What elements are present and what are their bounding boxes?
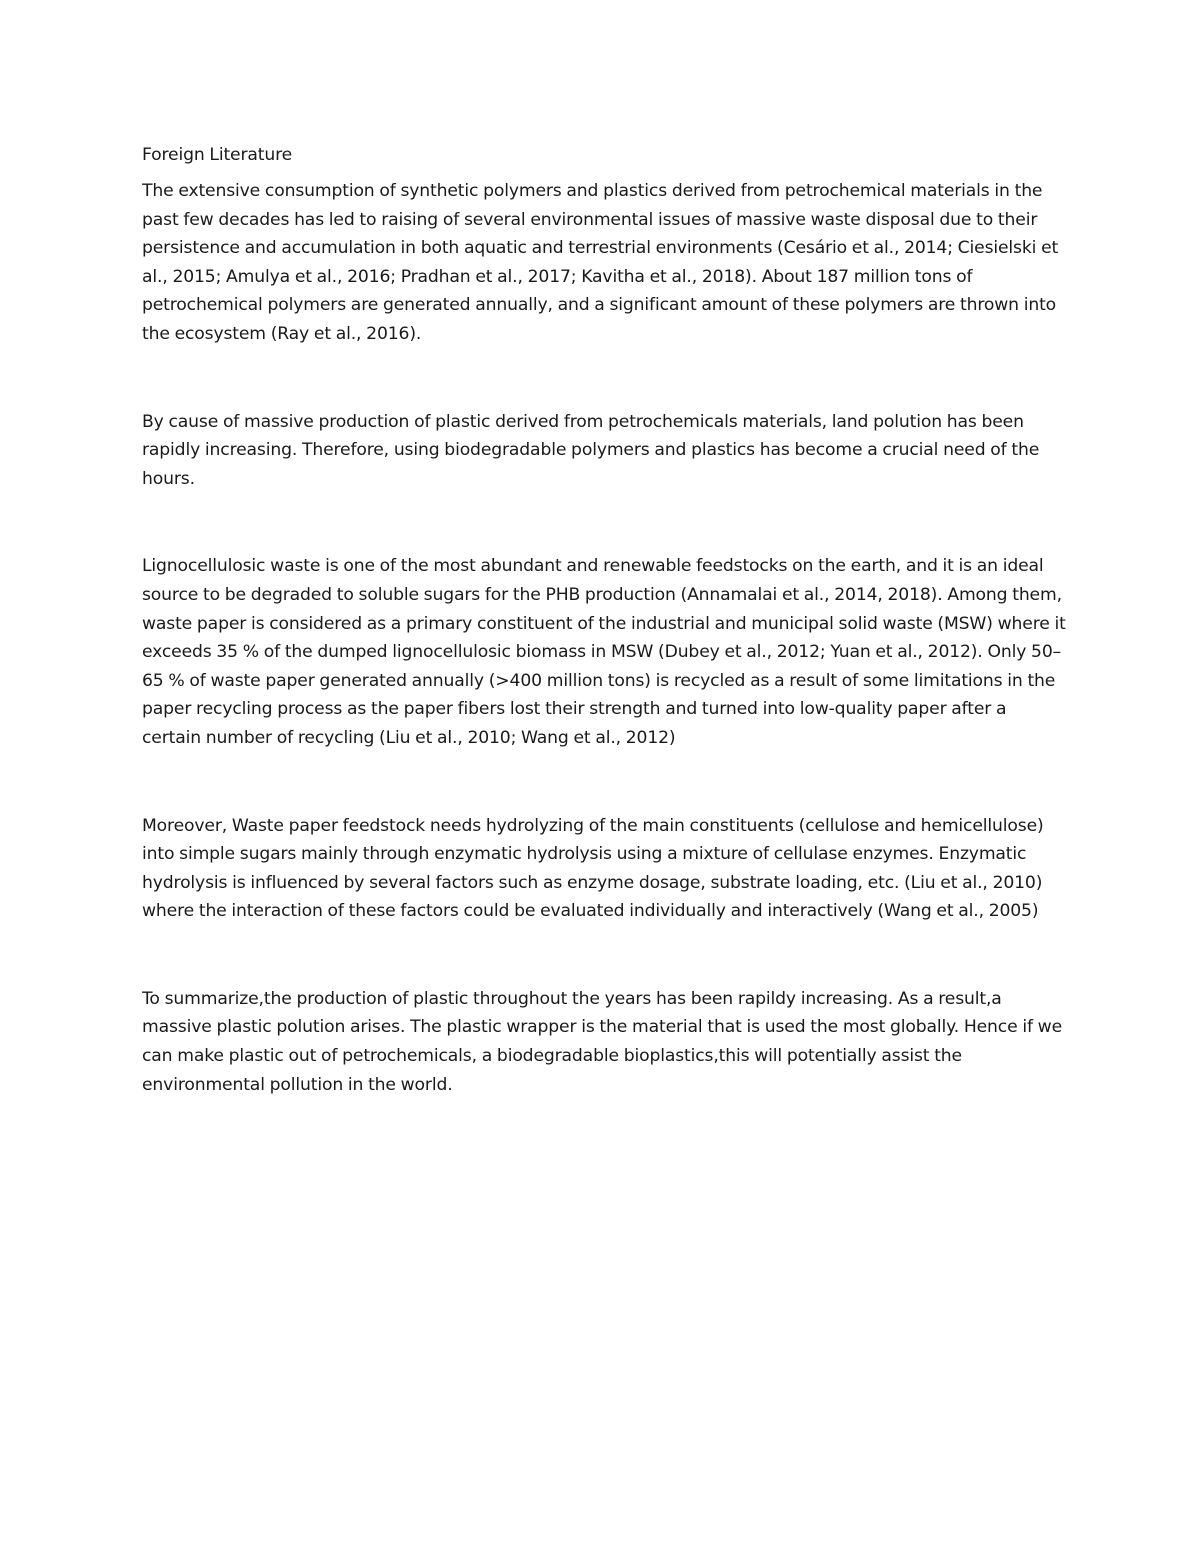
paragraph-1: The extensive consumption of synthetic polymers and plastics derived from petrochemical materials in the past few decades has led to raising of several environmental issues of massive waste disposal due to their persistence and accumulation in both aquatic and terrestrial environments (Cesário et al., 2014; Ciesielski et al., 2015; Amulya et al., 2016; Pradhan et al., 2017; Kavitha et al., 2018). About 187 million tons of petrochemical polymers are generated annually, and a significant amount of these polymers are thrown into the ecosystem (Ray et al., 2016). [142,181,1059,344]
paragraph-3: Lignocellulosic waste is one of the most abundant and renewable feedstocks on the earth, and it is an ideal source to be degraded to soluble sugars for the PHB production (Annamalai et al., 2014, 2018). Among them, waste paper is considered as a primary constituent of the industrial and municipal solid waste (MSW) where it exceeds 35 % of the dumped lignocellulosic biomass in MSW (Dubey et al., 2012; Yuan et al., 2012). Only 50–65 % of waste paper generated annually (>400 million tons) is recycled as a result of some limitations in the paper recycling process as the paper fibers lost their strength and turned into low-quality paper after a certain number of recycling (Liu et al., 2010; Wang et al., 2012) [142,556,1066,748]
document-heading: Foreign Literature [142,145,293,165]
paragraph-4: Moreover, Waste paper feedstock needs hydrolyzing of the main constituents (cellulose and hemicellulose) into simple sugars mainly through enzymatic hydrolysis using a mixture of cellulase enzymes. Enzymatic hydrolysis is influenced by several factors such as enzyme dosage, substrate loading, etc. (Liu et al., 2010) where the interaction of these factors could be evaluated individually and interactively (Wang et al., 2005) [142,815,1044,922]
paragraph-5: To summarize,the production of plastic throughout the years has been rapildy increasing. As a result,a massive plastic polution arises. The plastic wrapper is the material that is used the most globally. Hence if we can make plastic out of petrochemicals, a biodegradable bioplastics,this will potentially assist the environmental pollution in the world. [142,988,1062,1095]
paragraph-2: By cause of massive production of plastic derived from petrochemicals materials, land polution has been rapidly increasing. Therefore, using biodegradable polymers and plastics has become a crucial need of the hours. [142,411,1040,489]
document-body [142,140,1067,1099]
